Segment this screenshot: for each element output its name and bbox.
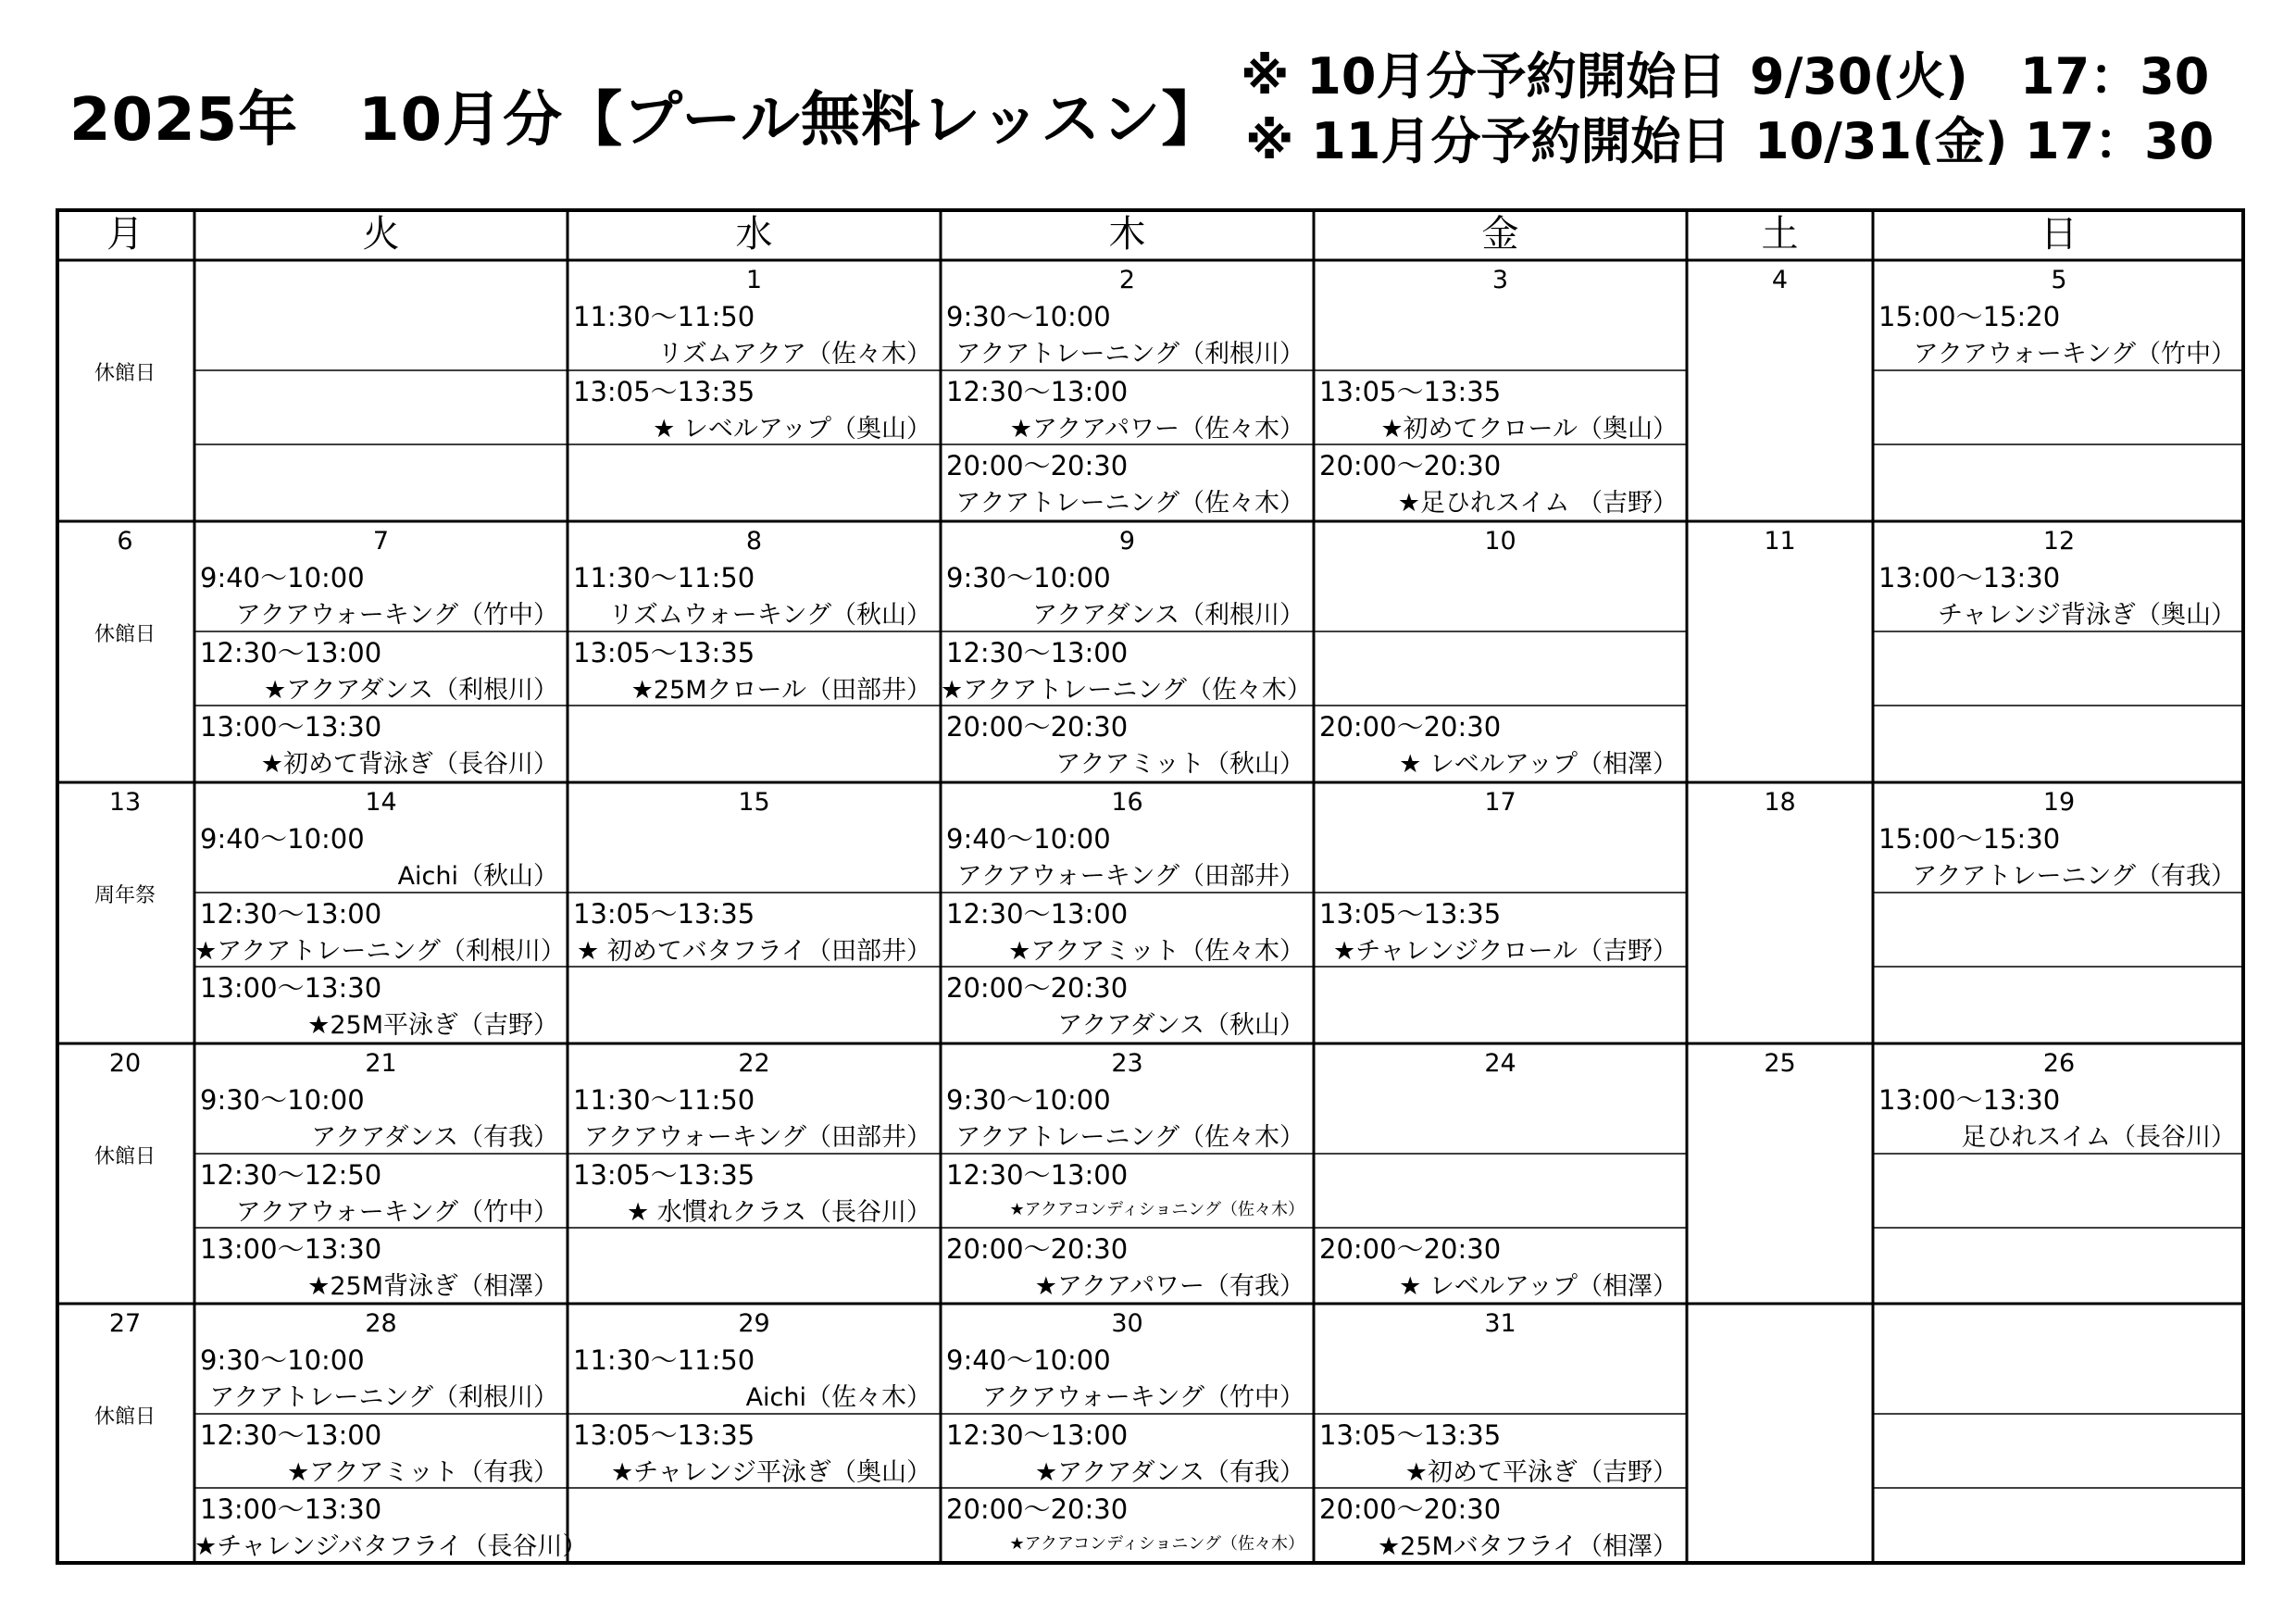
lesson-name: ★アクアミット（佐々木）: [1008, 937, 1304, 966]
day-number: 5: [2051, 266, 2067, 294]
lesson-name: ★アクアトレーニング（佐々木）: [941, 676, 1312, 705]
day-number: 30: [1111, 1309, 1143, 1338]
lesson-name: ★アクアコンディショニング（佐々木）: [1009, 1200, 1304, 1219]
notice-label: ※ 11月分予約開始日: [1245, 112, 1731, 170]
lesson-name: アクアトレーニング（有我）: [1912, 862, 2236, 891]
lesson-name: ★足ひれスイム （吉野）: [1397, 489, 1678, 518]
lesson-time: 12:30～13:00: [946, 376, 1129, 407]
weekday-header: 日: [2040, 213, 2078, 256]
lesson-time: 9:30～10:00: [946, 562, 1111, 593]
lesson-name: Aichi（秋山）: [397, 862, 558, 891]
lesson-name: アクアウォーキング（竹中）: [235, 601, 558, 630]
day-number: 21: [365, 1049, 397, 1078]
weekday-header: 水: [735, 213, 773, 256]
day-number: 25: [1764, 1049, 1796, 1078]
lesson-name: ★チャレンジクロール（吉野）: [1333, 937, 1678, 966]
closed-day-note: 休館日: [94, 1145, 156, 1168]
day-number: 27: [108, 1309, 142, 1338]
lesson-name: ★25M平泳ぎ（吉野）: [307, 1011, 558, 1040]
lesson-time: 20:00～20:30: [946, 1233, 1129, 1265]
day-number: 15: [738, 788, 770, 817]
lesson-time: 20:00～20:30: [946, 450, 1129, 481]
lesson-time: 20:00～20:30: [1319, 711, 1502, 743]
notice-time: 17：30: [2025, 112, 2215, 170]
lesson-name: ★アクアパワー（佐々木）: [1009, 415, 1304, 443]
closed-day-note: 休館日: [94, 362, 156, 385]
day-number: 10: [1484, 527, 1516, 556]
lesson-time: 20:00～20:30: [946, 711, 1129, 743]
lesson-name: ★アクアパワー（有我）: [1034, 1272, 1304, 1301]
day-number: 28: [365, 1309, 397, 1338]
lesson-time: 15:00～15:30: [1878, 823, 2061, 855]
weekday-header: 月: [106, 213, 144, 256]
lesson-name: ★ レベルアップ（奥山）: [653, 415, 931, 443]
lesson-name: ★25Mクロール（田部井）: [630, 676, 931, 705]
day-number: 18: [1764, 788, 1796, 817]
day-number: 4: [1771, 266, 1789, 294]
lesson-name: ★チャレンジバタフライ（長谷川）: [194, 1532, 588, 1561]
lesson-time: 9:40～10:00: [946, 1344, 1111, 1376]
lesson-name: ★アクアダンス（利根川）: [264, 676, 558, 705]
lesson-time: 9:40～10:00: [200, 562, 365, 593]
day-number: 9: [1118, 527, 1136, 556]
lesson-name: ★アクアコンディショニング（佐々木）: [1009, 1534, 1304, 1554]
lesson-time: 9:30～10:00: [946, 1084, 1111, 1116]
lesson-time: 13:05～13:35: [1319, 898, 1502, 930]
lesson-time: 20:00～20:30: [1319, 450, 1502, 481]
lesson-name: ★初めて背泳ぎ（長谷川）: [260, 750, 558, 779]
lesson-time: 12:30～13:00: [946, 898, 1129, 930]
lesson-time: 9:40～10:00: [946, 823, 1111, 855]
lesson-time: 20:00～20:30: [946, 972, 1129, 1004]
lesson-time: 13:05～13:35: [573, 898, 755, 930]
lesson-time: 13:00～13:30: [200, 711, 382, 743]
lesson-name: チャレンジ背泳ぎ（奥山）: [1938, 601, 2236, 630]
page-title: 2025年 10月分【プール無料レッスン】: [69, 86, 1222, 155]
day-number: 19: [2042, 788, 2076, 817]
day-number: 12: [2042, 527, 2076, 556]
lesson-time: 13:05～13:35: [573, 1159, 755, 1191]
lesson-name: ★ レベルアップ（相澤）: [1399, 750, 1678, 779]
lesson-name: アクアトレーニング（利根川）: [209, 1383, 558, 1412]
lesson-name: リズムウォーキング（秋山）: [608, 601, 931, 630]
lesson-time: 9:30～10:00: [200, 1344, 365, 1376]
lesson-time: 20:00～20:30: [1319, 1493, 1502, 1525]
lesson-time: 20:00～20:30: [1319, 1233, 1502, 1265]
lesson-time: 11:30～11:50: [573, 301, 755, 332]
lesson-name: ★初めてクロール（奥山）: [1380, 415, 1678, 443]
lesson-name: アクアダンス（秋山）: [1057, 1011, 1304, 1040]
lesson-name: アクアウォーキング（竹中）: [235, 1198, 558, 1227]
day-number: 23: [1111, 1049, 1143, 1078]
lesson-name: リズムアクア（佐々木）: [657, 340, 931, 369]
lesson-time: 12:30～13:00: [200, 898, 382, 930]
lesson-name: アクアダンス（有我）: [311, 1123, 558, 1152]
day-number: 6: [117, 527, 133, 556]
lesson-time: 13:05～13:35: [573, 376, 755, 407]
weekday-header: 金: [1481, 213, 1519, 256]
day-number: 16: [1111, 788, 1143, 817]
day-number: 26: [2042, 1049, 2076, 1078]
day-number: 14: [365, 788, 397, 817]
lesson-time: 12:30～13:00: [946, 1159, 1129, 1191]
lesson-time: 13:00～13:30: [1878, 1084, 2061, 1116]
day-number: 22: [738, 1049, 770, 1078]
lesson-name: ★アクアトレーニング（利根川）: [194, 937, 566, 966]
day-number: 7: [372, 527, 390, 556]
lesson-name: アクアウォーキング（竹中）: [981, 1383, 1304, 1412]
lesson-time: 15:00～15:20: [1878, 301, 2061, 332]
day-number: 8: [745, 527, 763, 556]
lesson-time: 12:30～13:00: [946, 1419, 1129, 1451]
lesson-name: ★アクアダンス（有我）: [1035, 1458, 1304, 1487]
lesson-name: ★ 水慣れクラス（長谷川）: [627, 1198, 931, 1227]
lesson-time: 11:30～11:50: [573, 1344, 755, 1376]
lesson-name: アクアウォーキング（田部井）: [583, 1123, 931, 1152]
closed-day-note: 休館日: [94, 623, 156, 646]
lesson-time: 12:30～13:00: [946, 637, 1129, 668]
lesson-time: 13:05～13:35: [1319, 376, 1502, 407]
lesson-name: アクアダンス（利根川）: [1032, 601, 1304, 630]
lesson-name: ★初めて平泳ぎ（吉野）: [1404, 1458, 1678, 1487]
lesson-time: 11:30～11:50: [573, 1084, 755, 1116]
notice-date: 9/30(火): [1750, 47, 1968, 106]
lesson-name: アクアトレーニング（佐々木）: [955, 1123, 1304, 1152]
weekday-header: 木: [1108, 213, 1146, 256]
lesson-time: 13:00～13:30: [200, 972, 382, 1004]
lesson-name: Aichi（佐々木）: [745, 1383, 931, 1412]
lesson-time: 13:00～13:30: [200, 1493, 382, 1525]
notice-label: ※ 10月分予約開始日: [1241, 47, 1727, 106]
day-number: 2: [1118, 266, 1136, 294]
lesson-time: 12:30～13:00: [200, 637, 382, 668]
day-number: 1: [745, 266, 763, 294]
lesson-name: ★25M背泳ぎ（相澤）: [307, 1272, 558, 1301]
day-number: 29: [738, 1309, 770, 1338]
day-number: 31: [1484, 1309, 1516, 1338]
lesson-time: 13:00～13:30: [200, 1233, 382, 1265]
day-number: 13: [108, 788, 142, 817]
lesson-time: 9:30～10:00: [200, 1084, 365, 1116]
day-number: 20: [108, 1049, 142, 1078]
notice-time: 17：30: [2020, 47, 2210, 106]
closed-day-note: 休館日: [94, 1405, 156, 1429]
lesson-time: 9:30～10:00: [946, 301, 1111, 332]
lesson-time: 13:05～13:35: [573, 1419, 755, 1451]
lesson-name: ★25Mバタフライ（相澤）: [1377, 1532, 1678, 1561]
lesson-time: 13:05～13:35: [1319, 1419, 1502, 1451]
lesson-time: 12:30～12:50: [200, 1159, 382, 1191]
lesson-name: アクアウォーキング（田部井）: [956, 862, 1304, 891]
weekday-header: 火: [362, 213, 400, 256]
lesson-name: ★ レベルアップ（相澤）: [1399, 1272, 1678, 1301]
lesson-name: アクアトレーニング（佐々木）: [955, 489, 1304, 518]
lesson-time: 13:05～13:35: [573, 637, 755, 668]
lesson-name: ★ 初めてバタフライ（田部井）: [577, 937, 931, 966]
day-number: 24: [1484, 1049, 1516, 1078]
lesson-name: アクアウォーキング（竹中）: [1913, 340, 2236, 369]
weekday-header: 土: [1761, 213, 1799, 256]
lesson-name: ★アクアミット（有我）: [287, 1458, 558, 1487]
day-number: 11: [1764, 527, 1796, 556]
lesson-name: アクアミット（秋山）: [1055, 750, 1304, 779]
lesson-name: アクアトレーニング（利根川）: [955, 340, 1304, 369]
day-number: 3: [1491, 266, 1509, 294]
lesson-time: 11:30～11:50: [573, 562, 755, 593]
lesson-name: 足ひれスイム（長谷川）: [1961, 1123, 2236, 1152]
day-number: 17: [1484, 788, 1516, 817]
notice-date: 10/31(金): [1754, 112, 2008, 170]
lesson-time: 20:00～20:30: [946, 1493, 1129, 1525]
lesson-time: 9:40～10:00: [200, 823, 365, 855]
lesson-time: 13:00～13:30: [1878, 562, 2061, 593]
lesson-name: ★チャレンジ平泳ぎ（奥山）: [610, 1458, 931, 1487]
lesson-time: 12:30～13:00: [200, 1419, 382, 1451]
closed-day-note: 周年祭: [94, 884, 156, 907]
